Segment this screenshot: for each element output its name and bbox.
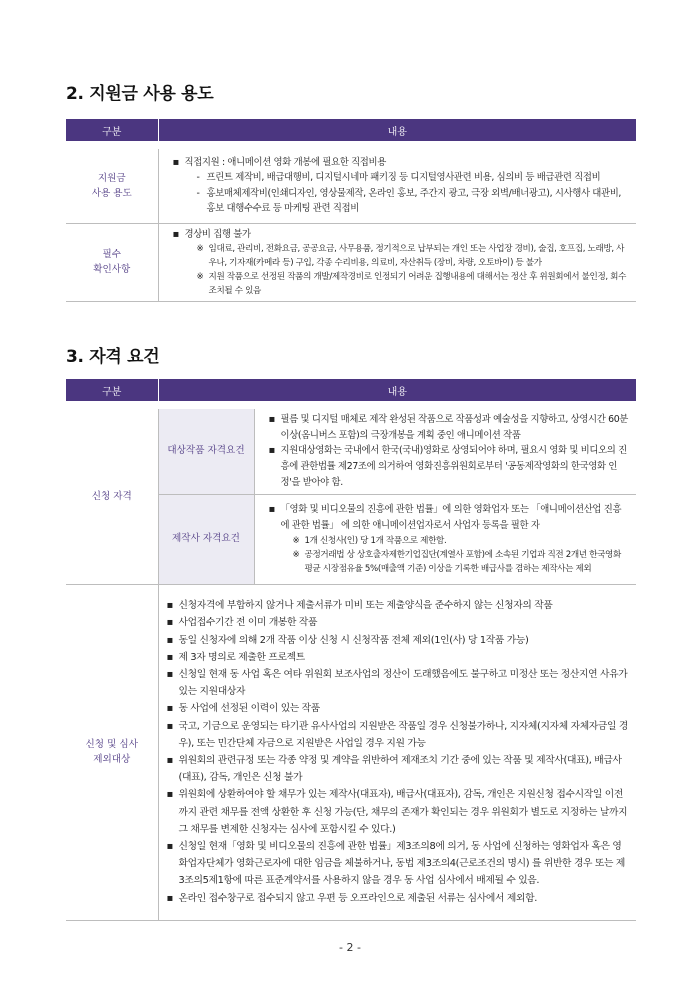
list-item: ▪ 신청일 현재 동 사업 혹은 여타 위원회 보조사업의 정산이 도래했음에도 불구하고 미정산 또는 정산지연 사유가 있는 지원대상자 [167,666,629,700]
row-label [66,149,158,223]
label-line: 지원금 [97,172,126,184]
row-label [66,223,158,302]
list-item: ▪ 국고, 기금으로 운영되는 타기관 유사사업의 지원받은 작품일 경우 신청불가하나, 지자체(지자체 자체자금일 경우), 또는 민간단체 자금으로 지원받은 사업일 경우 지원 가능 [167,718,629,752]
sub-label: 대상작품 자격요건 [158,409,254,494]
list-item: ▪ 신청일 현재「영화 및 비디오물의 진흥에 관한 법률」제3조의8에 의거, 동 사업에 신청하는 영화업자 혹은 영화업자단체가 영화근로자에 대한 임금을 체불하거나, 동법 제3조의4(근로조건의 명시) 를 위반한 경우 또는 제3조의5제1항에 따른 표준계약서를 사용하지 않을 경우 동 사업 심사에서 배제될 수 있음. [167,838,629,890]
table-row [66,223,636,302]
page-number: - 2 - [339,941,361,954]
label-line: 확인사항 [93,264,131,276]
usage-table [66,119,636,302]
section-2-title: 2. 지원금 사용 용도 [66,84,214,104]
row-content [254,409,636,494]
row-label [66,584,158,920]
table-row [66,584,636,920]
label-line: 신청 및 심사 [85,739,138,750]
list-item: ▪ 동 사업에 선정된 이력이 있는 작품 [167,700,629,717]
list-item: ▪ 신청자격에 부합하지 않거나 제출서류가 미비 또는 제출양식을 준수하지 않는 신청자의 작품 [167,597,629,614]
row-content [254,494,636,584]
row-content [158,149,636,223]
section-3-title: 3. 자격 요건 [66,347,160,367]
header-category: 구분 [66,379,158,401]
list-item: - 프린트 제작비, 배급대행비, 디지털시네마 패키징 등 디지털영사관련 비용, 심의비 등 배급관련 직접비 [197,170,629,186]
header-content: 내용 [158,379,636,401]
list-item: ▪ 위원회에 상환하여야 할 채무가 있는 제작사(대표자), 배급사(대표자), 감독, 개인은 지원신청 접수시작일 이전까지 관련 채무를 전액 상환한 후 신청 가능(단, 채무의 존재가 확인되는 경우 위원회가 별도로 지정하는 날까지 그 채무를 변제한 신청자는 심사에 포함시킬 수 있다.) [167,786,629,838]
row-content [158,223,636,302]
list-item: ▪ 사업접수기간 전 이미 개봉한 작품 [167,614,629,631]
label-line: 필수 [102,249,122,261]
note-item: ※ 공정거래법 상 상호출자제한기업집단(계열사 포함)에 소속된 기업과 직전 2개년 한국영화 평균 시장점유율 5%(매출액 기준) 이상을 기록한 배급사를 겸하는 제작사는 제외 [293,548,629,576]
label-line: 제외대상 [93,754,131,765]
table-row [66,409,636,494]
list-item: - 홍보매체제작비(인쇄디자인, 영상물제작, 온라인 홍보, 주간지 광고, 극장 외벽/배너광고), 시사행사 대관비, 홍보 대행수수료 등 마케팅 관련 직접비 [197,186,629,217]
list-item: ▪ 필름 및 디지털 매체로 제작 완성된 작품으로 작품성과 예술성을 지향하고, 상영시간 60분 이상(옴니버스 포함)의 극장개봉을 계획 중인 애니메이션 작품 [269,412,629,443]
list-item: ▪ 온라인 접수창구로 접수되지 않고 우편 등 오프라인으로 제출된 서류는 심사에서 제외함. [167,890,629,907]
note-item: ※ 1개 신청사(인) 당 1개 작품으로 제한함. [293,534,629,548]
note-item: ※ 지원 작품으로 선정된 작품의 개발/제작경비로 인정되기 어려운 집행내용에 대해서는 정산 후 위원회에서 불인정, 회수 조치될 수 있음 [197,270,629,298]
label-line: 사용 용도 [91,187,132,199]
row-content [158,584,636,920]
list-item: ▪ 지원대상영화는 국내에서 한국(국내)영화로 상영되어야 하며, 필요시 영화 및 비디오의 진흥에 관한법률 제27조에 의거하여 영화진흥위원회로부터 '공동제작영화의 한국영화 인정'을 받아야 함. [269,443,629,490]
list-item: ▪ 「영화 및 비디오물의 진흥에 관한 법률」에 의한 영화업자 또는 「애니메이션산업 진흥에 관한 법률」 에 의한 애니메이션업자로서 사업자 등록을 필한 자 ※ 1개 신청사(인) 당 1개 작품으로 제한함. ※ 공정거래법 상 상호출자제한기업집단(계열사 포함)에 소속된 기업과 직전 2개년 한국영화 평균 시장점유율 5%(매출액 기준) 이상을 기록한 배급사를 겸하는 제작사는 제외 [269,502,629,575]
row-label: 신청 자격 [66,409,158,584]
table-header-row [66,379,636,401]
list-item: ▪ 제 3자 명의로 제출한 프로젝트 [167,649,629,666]
list-item: ▪ 동일 신청자에 의해 2개 작품 이상 신청 시 신청작품 전체 제외(1인(사) 당 1작품 가능) [167,632,629,649]
list-item: ▪ 직접지원 : 애니메이션 영화 개봉에 필요한 직접비용 - 프린트 제작비, 배급대행비, 디지털시네마 패키징 등 디지털영사관련 비용, 심의비 등 배급관련 직접비 - 홍보매체제작비(인쇄디자인, 영상물제작, 온라인 홍보, 주간지 광고, 극장 외벽/배너광고), 시사행사 대관비, 홍보 대행수수료 등 마케팅 관련 직접비 [173,155,629,217]
header-category: 구분 [66,119,158,141]
sub-label: 제작사 자격요건 [158,494,254,584]
eligibility-table [66,379,636,921]
header-content: 내용 [158,119,636,141]
note-item: ※ 임대료, 관리비, 전화요금, 공공요금, 사무용품, 정기적으로 납부되는 개인 또는 사업장 경비), 술집, 호프집, 노래방, 사우나, 기자재(카메라 등) 구입, 각종 수리비용, 의료비, 자산취득 (장비, 차량, 오토바이) 등 불가 [197,242,629,270]
table-header-row [66,119,636,141]
table-row [66,149,636,223]
list-item: ▪ 경상비 집행 불가 ※ 임대료, 관리비, 전화요금, 공공요금, 사무용품, 정기적으로 납부되는 개인 또는 사업장 경비), 술집, 호프집, 노래방, 사우나, 기자재(카메라 등) 구입, 각종 수리비용, 의료비, 자산취득 (장비, 차량, 오토바이) 등 불가 ※ 지원 작품으로 선정된 작품의 개발/제작경비로 인정되기 어려운 집행내용에 대해서는 정산 후 위원회에서 불인정, 회수 조치될 수 있음 [173,227,629,299]
list-item: ▪ 위원회의 관련규정 또는 각종 약정 및 계약을 위반하여 제재조치 기간 중에 있는 작품 및 제작사(대표), 배급사(대표), 감독, 개인은 신청 불가 [167,752,629,786]
